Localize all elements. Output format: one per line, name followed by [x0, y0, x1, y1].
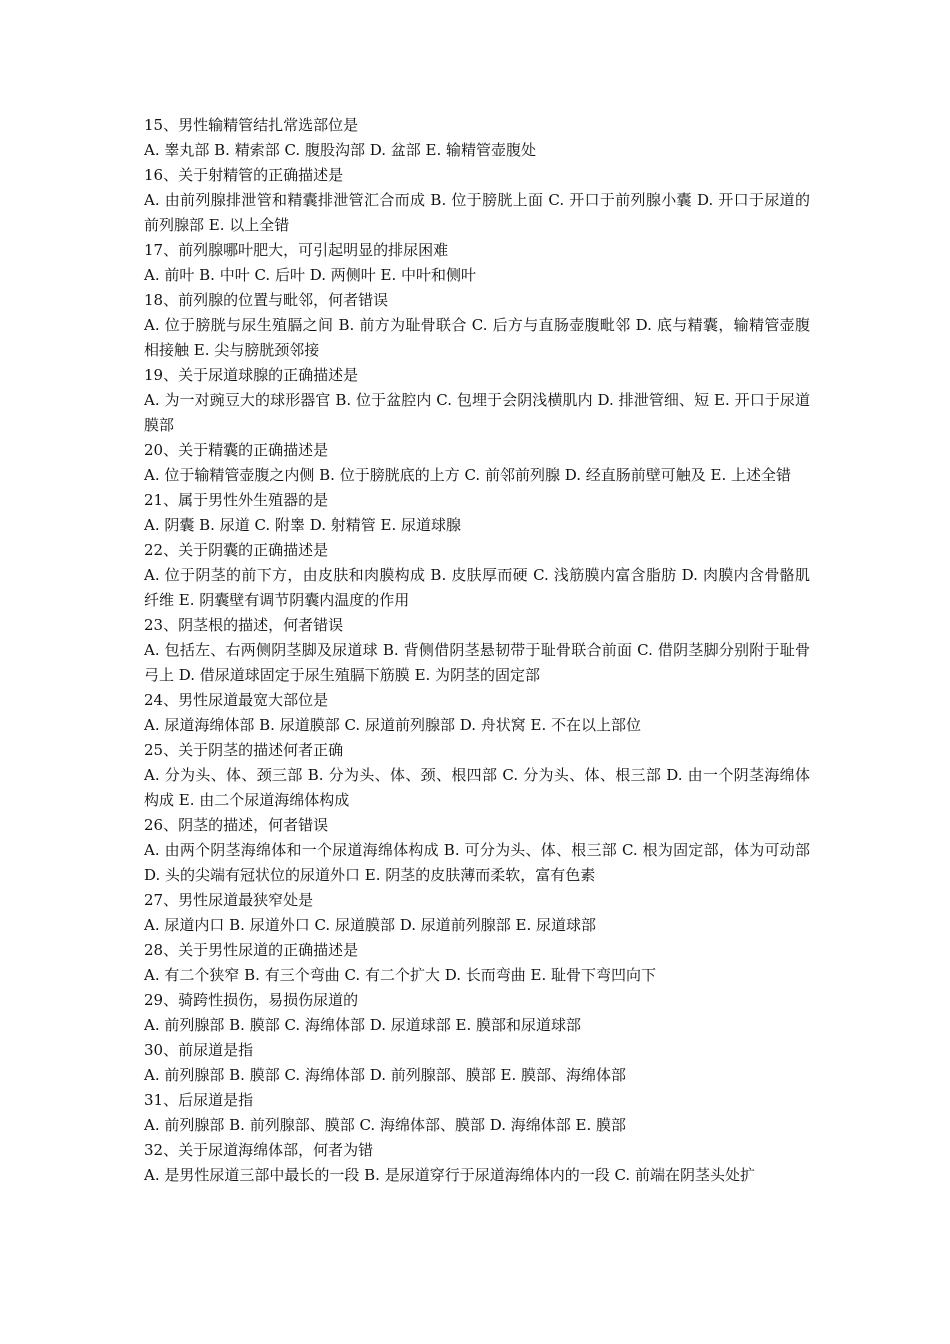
question-17	[144, 238, 810, 288]
answer-options: A. 由两个阴茎海绵体和一个尿道海绵体构成 B. 可分为头、体、根三部 C. 根为固定部，体为可动部 D. 头的尖端有冠状位的尿道外口 E. 阴茎的皮肤薄而柔软，富有色素	[144, 841, 810, 884]
question-text: 24、男性尿道最宽大部位是	[144, 691, 329, 709]
answer-options: A. 位于输精管壶腹之内侧 B. 位于膀胱底的上方 C. 前邻前列腺 D. 经直肠前壁可触及 E. 上述全错	[144, 466, 791, 484]
answer-options: A. 是男性尿道三部中最长的一段 B. 是尿道穿行于尿道海绵体内的一段 C. 前端在阴茎头处扩	[144, 1166, 755, 1184]
question-text: 23、阴茎根的描述，何者错误	[144, 616, 344, 634]
question-21	[144, 488, 810, 538]
question-text: 17、前列腺哪叶肥大，可引起明显的排尿困难	[144, 241, 449, 259]
question-text: 28、关于男性尿道的正确描述是	[144, 941, 359, 959]
answer-options: A. 前列腺部 B. 膜部 C. 海绵体部 D. 前列腺部、膜部 E. 膜部、海绵体部	[144, 1066, 626, 1084]
question-text: 32、关于尿道海绵体部，何者为错	[144, 1141, 374, 1159]
question-27	[144, 888, 810, 938]
question-23	[144, 613, 810, 688]
question-text: 16、关于射精管的正确描述是	[144, 166, 344, 184]
answer-options: A. 位于膀胱与尿生殖膈之间 B. 前方为耻骨联合 C. 后方与直肠壶腹毗邻 D. 底与精囊，输精管壶腹相接触 E. 尖与膀胱颈邻接	[144, 316, 810, 359]
question-29	[144, 988, 810, 1038]
answer-options: A. 睾丸部 B. 精索部 C. 腹股沟部 D. 盆部 E. 输精管壶腹处	[144, 141, 536, 159]
answer-options: A. 阴囊 B. 尿道 C. 附睾 D. 射精管 E. 尿道球腺	[144, 516, 461, 534]
answer-options: A. 位于阴茎的前下方，由皮肤和肉膜构成 B. 皮肤厚而硬 C. 浅筋膜内富含脂肪 D. 肉膜内含骨骼肌纤维 E. 阴囊壁有调节阴囊内温度的作用	[144, 566, 810, 609]
question-30	[144, 1038, 810, 1088]
document-page	[144, 113, 810, 1188]
question-text: 20、关于精囊的正确描述是	[144, 441, 329, 459]
answer-options: A. 尿道海绵体部 B. 尿道膜部 C. 尿道前列腺部 D. 舟状窝 E. 不在以上部位	[144, 716, 641, 734]
answer-options: A. 由前列腺排泄管和精囊排泄管汇合而成 B. 位于膀胱上面 C. 开口于前列腺小囊 D. 开口于尿道的前列腺部 E. 以上全错	[144, 191, 810, 234]
question-text: 31、后尿道是指	[144, 1091, 254, 1109]
question-text: 26、阴茎的描述，何者错误	[144, 816, 329, 834]
question-16	[144, 163, 810, 238]
question-text: 15、男性输精管结扎常选部位是	[144, 116, 359, 134]
question-19	[144, 363, 810, 438]
question-22	[144, 538, 810, 613]
question-text: 19、关于尿道球腺的正确描述是	[144, 366, 359, 384]
question-25	[144, 738, 810, 813]
answer-options: A. 包括左、右两侧阴茎脚及尿道球 B. 背侧借阴茎悬韧带于耻骨联合前面 C. 借阴茎脚分别附于耻骨弓上 D. 借尿道球固定于尿生殖膈下筋膜 E. 为阴茎的固定部	[144, 641, 810, 684]
question-text: 29、骑跨性损伤，易损伤尿道的	[144, 991, 359, 1009]
question-28	[144, 938, 810, 988]
answer-options: A. 分为头、体、颈三部 B. 分为头、体、颈、根四部 C. 分为头、体、根三部 D. 由一个阴茎海绵体构成 E. 由二个尿道海绵体构成	[144, 766, 810, 809]
answer-options: A. 前列腺部 B. 前列腺部、膜部 C. 海绵体部、膜部 D. 海绵体部 E. 膜部	[144, 1116, 626, 1134]
answer-options: A. 尿道内口 B. 尿道外口 C. 尿道膜部 D. 尿道前列腺部 E. 尿道球部	[144, 916, 596, 934]
question-24	[144, 688, 810, 738]
question-text: 27、男性尿道最狭窄处是	[144, 891, 314, 909]
question-text: 21、属于男性外生殖器的是	[144, 491, 329, 509]
question-31	[144, 1088, 810, 1138]
question-text: 22、关于阴囊的正确描述是	[144, 541, 329, 559]
question-18	[144, 288, 810, 363]
question-text: 25、关于阴茎的描述何者正确	[144, 741, 344, 759]
answer-options: A. 有二个狭窄 B. 有三个弯曲 C. 有二个扩大 D. 长而弯曲 E. 耻骨下弯凹向下	[144, 966, 656, 984]
question-text: 18、前列腺的位置与毗邻，何者错误	[144, 291, 389, 309]
answer-options: A. 为一对豌豆大的球形器官 B. 位于盆腔内 C. 包埋于会阴浅横肌内 D. 排泄管细、短 E. 开口于尿道膜部	[144, 391, 810, 434]
question-text: 30、前尿道是指	[144, 1041, 254, 1059]
question-20	[144, 438, 810, 488]
question-26	[144, 813, 810, 888]
question-15	[144, 113, 810, 163]
answer-options: A. 前列腺部 B. 膜部 C. 海绵体部 D. 尿道球部 E. 膜部和尿道球部	[144, 1016, 581, 1034]
question-32	[144, 1138, 810, 1188]
answer-options: A. 前叶 B. 中叶 C. 后叶 D. 两侧叶 E. 中叶和侧叶	[144, 266, 476, 284]
